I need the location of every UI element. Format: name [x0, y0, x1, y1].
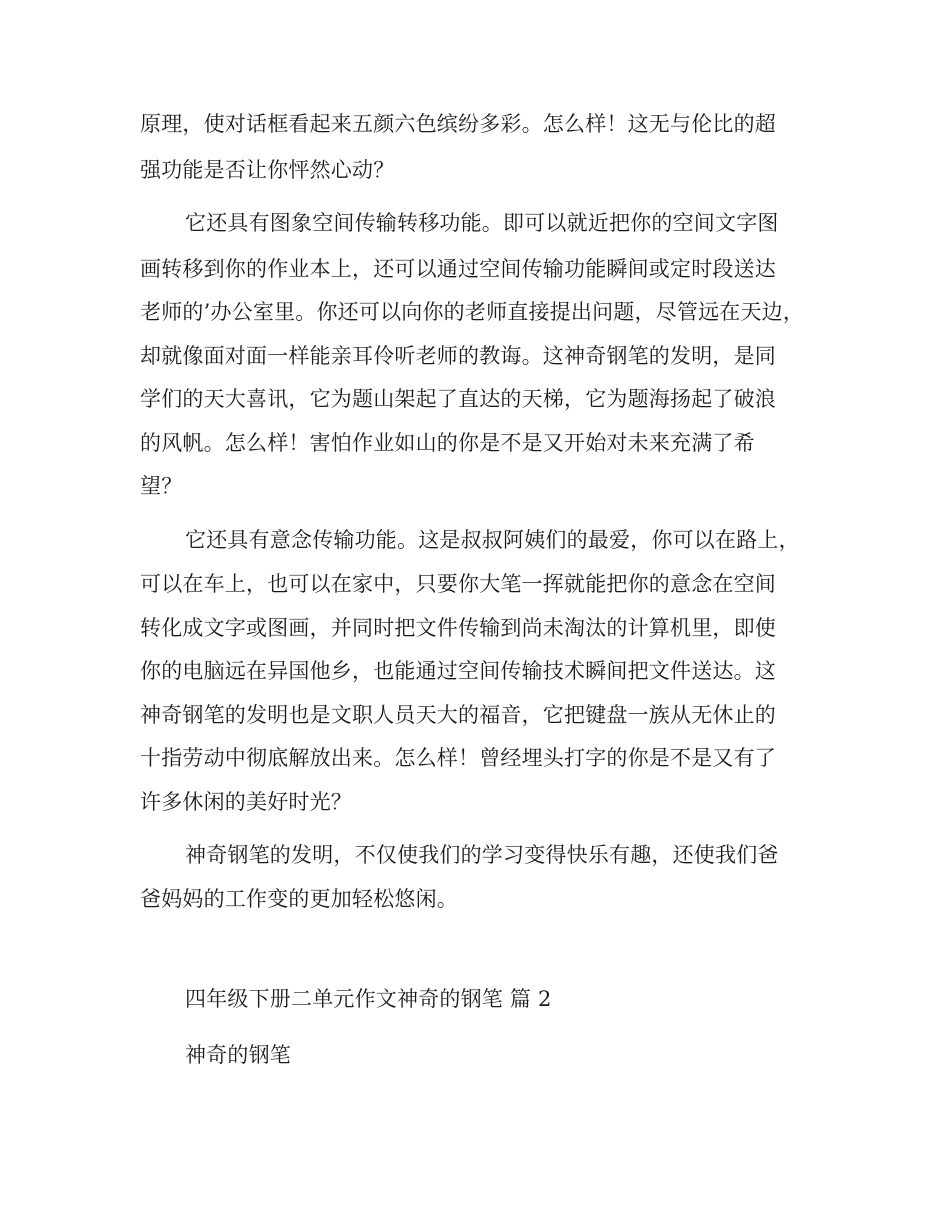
paragraph-3-line-1: 它还具有意念传输功能。这是叔叔阿姨们的最爱，你可以在路上，	[185, 528, 800, 552]
paragraph-2-line-6: 的风帆。怎么样！害怕作业如山的你是不是又开始对未来充满了希	[140, 431, 755, 455]
paragraph-4-line-2: 爸妈妈的工作变的更加轻松悠闲。	[140, 887, 458, 911]
paragraph-4-line-1: 神奇钢笔的发明，不仅使我们的学习变得快乐有趣，还使我们爸	[185, 843, 779, 867]
section-heading: 四年级下册二单元作文神奇的钢笔 篇 2	[185, 987, 552, 1011]
paragraph-3-line-2: 可以在车上，也可以在家中，只要你大笔一挥就能把你的意念在空间	[140, 572, 776, 596]
paragraph-2-line-2: 画转移到你的作业本上，还可以通过空间传输功能瞬间或定时段送达	[140, 257, 776, 281]
paragraph-1-line-2: 强功能是否让你怦然心动？	[140, 158, 395, 182]
paragraph-3-line-7: 许多休闲的美好时光？	[140, 790, 352, 814]
paragraph-3-line-5: 神奇钢笔的发明也是文职人员天大的福音，它把键盘一族从无休止的	[140, 703, 776, 727]
paragraph-2-line-4: 却就像面对面一样能亲耳伶听老师的教诲。这神奇钢笔的发明，是同	[140, 344, 776, 368]
paragraph-2-line-3: 老师的’办公室里。你还可以向你的老师直接提出问题，尽管远在天边，	[140, 300, 805, 324]
paragraph-3-line-4: 你的电脑远在异国他乡，也能通过空间传输技术瞬间把文件送达。这	[140, 659, 776, 683]
paragraph-3-line-3: 转化成文字或图画，并同时把文件传输到尚未淘汰的计算机里，即使	[140, 616, 776, 640]
paragraph-2-line-7: 望？	[140, 474, 183, 498]
paragraph-3-line-6: 十指劳动中彻底解放出来。怎么样！曾经埋头打字的你是不是又有了	[140, 746, 776, 770]
paragraph-1-line-1: 原理，使对话框看起来五颜六色缤纷多彩。怎么样！这无与伦比的超	[140, 112, 776, 136]
paragraph-2-line-1: 它还具有图象空间传输转移功能。即可以就近把你的空间文字图	[185, 211, 779, 235]
essay-title: 神奇的钢笔	[185, 1043, 291, 1067]
paragraph-2-line-5: 学们的天大喜讯，它为题山架起了直达的天梯，它为题海扬起了破浪	[140, 387, 776, 411]
